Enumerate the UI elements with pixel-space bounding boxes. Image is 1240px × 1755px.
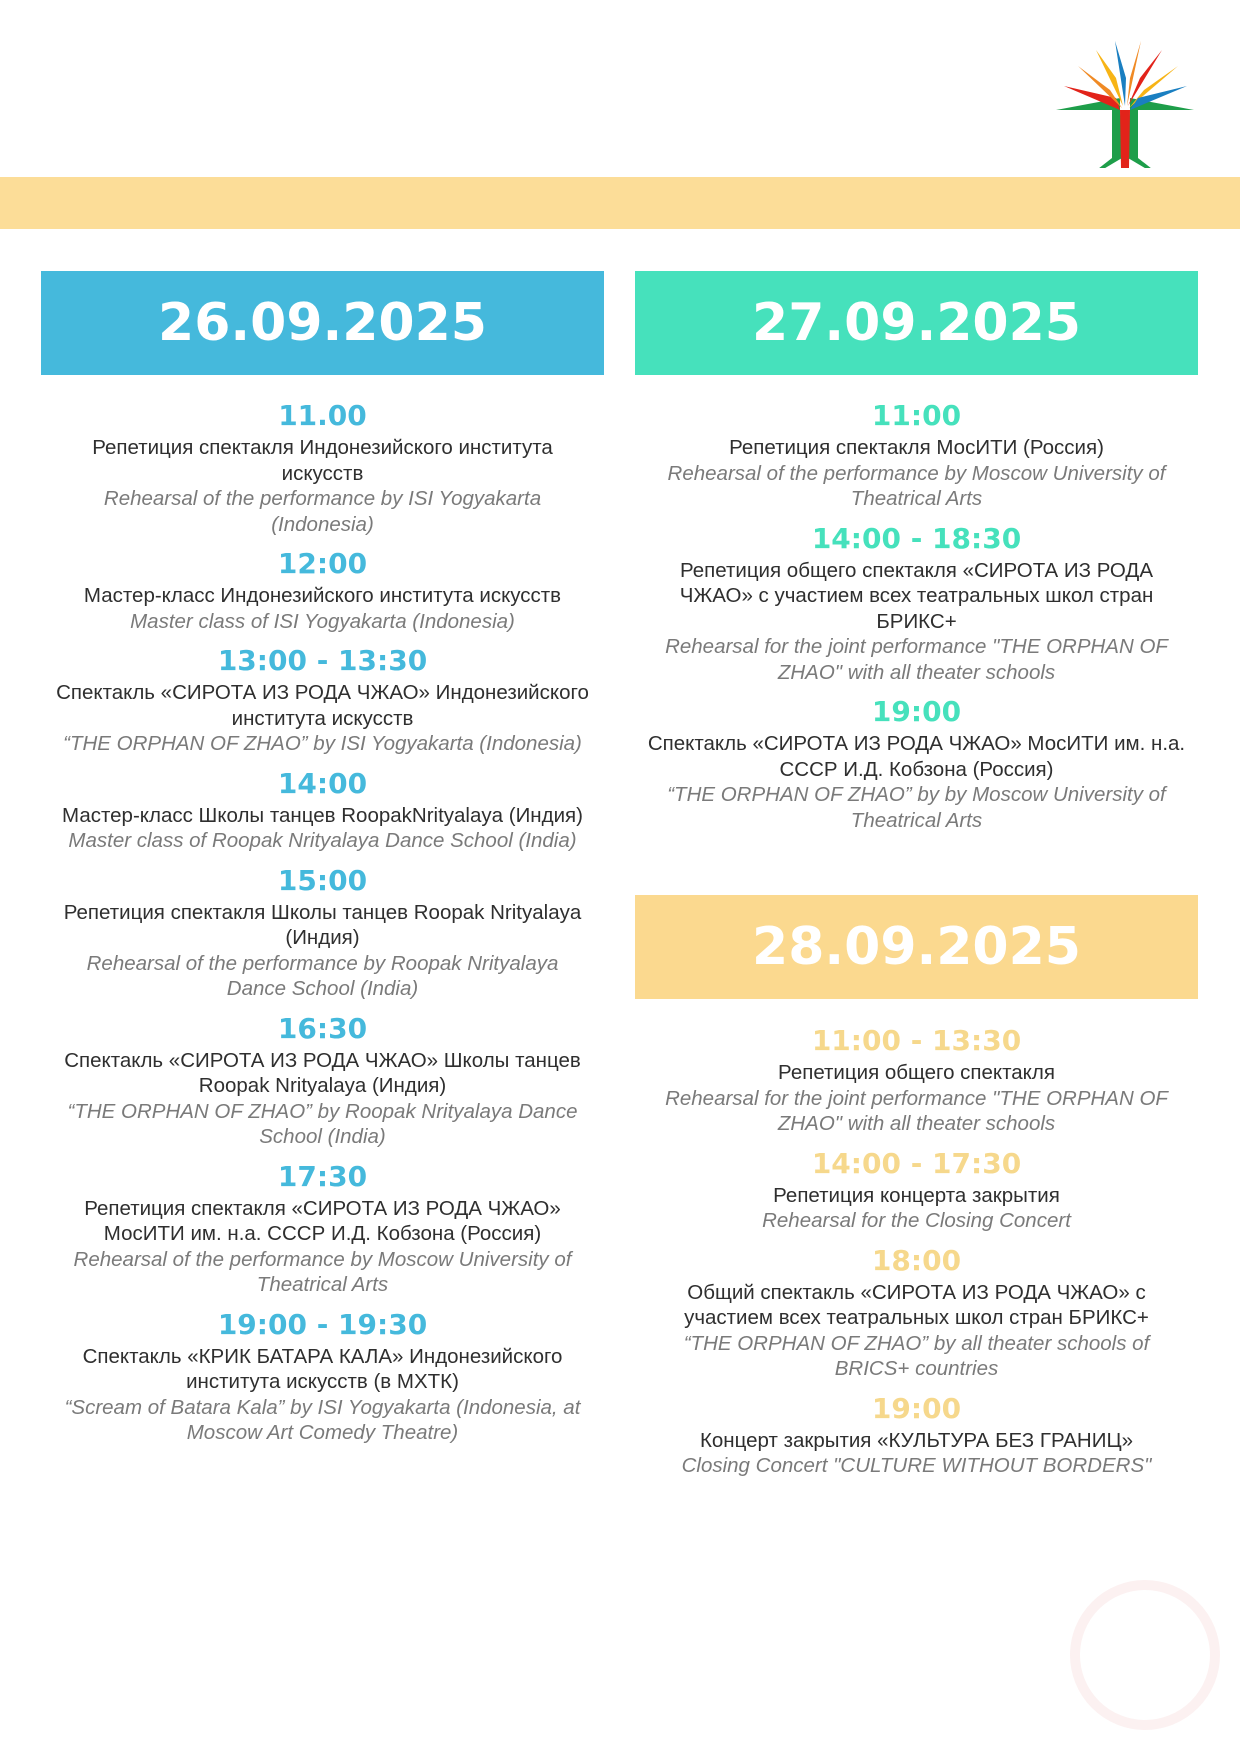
event-title-ru [31, 680, 614, 731]
event-title-ru [625, 558, 1208, 635]
event-title-en [31, 951, 614, 1002]
text-line: School (India) [259, 1125, 386, 1148]
event-title-ru [31, 435, 614, 486]
schedule-event [31, 642, 614, 757]
text-line: Rehearsal of the performance by Roopak Nrityalaya [86, 951, 559, 975]
event-title-ru [625, 1060, 1208, 1086]
event-title-en [31, 1247, 614, 1298]
text-line: института искусств [231, 706, 414, 730]
event-time: 19:00 [871, 1391, 962, 1425]
watermark-logo-icon [1070, 1580, 1220, 1730]
event-title-ru [625, 435, 1208, 461]
text-line: Rehearsal of the performance by Moscow University of [73, 1247, 572, 1271]
text-line: Репетиция общего спектакля «СИРОТА ИЗ РОДА [679, 558, 1153, 582]
event-time: 14:00 - 18:30 [811, 521, 1022, 555]
text-line: Master class of Roopak Nrityalaya Dance School (India) [68, 829, 577, 852]
event-title-en [31, 1395, 614, 1446]
text-line: Rehearsal of the performance by Moscow University of [667, 461, 1166, 485]
date-header-day1 [41, 271, 604, 375]
event-title-en [625, 461, 1208, 512]
event-title-ru [625, 1183, 1208, 1209]
schedule-event [31, 1306, 614, 1446]
text-line: СССР И.Д. Кобзона (Россия) [779, 757, 1054, 781]
text-line: Спектакль «КРИК БАТАРА КАЛА» Индонезийского [82, 1344, 563, 1368]
event-title-en [625, 782, 1208, 833]
event-time: 14:00 [277, 766, 368, 800]
schedule-event [625, 520, 1208, 686]
event-title-en [31, 731, 614, 757]
text-line: “Scream of Batara Kala” by ISI Yogyakarta (Indonesia, at [64, 1395, 581, 1419]
text-line: Moscow Art Comedy Theatre) [186, 1421, 459, 1444]
text-line: Theatrical Arts [850, 808, 983, 832]
schedule-event [625, 1145, 1208, 1234]
date-header-day3 [635, 895, 1198, 999]
event-time: 11:00 [871, 399, 962, 432]
event-time: 12:00 [277, 547, 368, 580]
text-line: Мастер-класс Школы танцев RoopakNrityalaya (Индия) [62, 803, 583, 827]
text-line: Спектакль «СИРОТА ИЗ РОДА ЧЖАО» Школы танцев [64, 1048, 581, 1072]
event-time: 11:00 - 13:30 [811, 1024, 1022, 1057]
schedule-event [625, 397, 1208, 512]
text-line: (Индия) [285, 926, 360, 949]
text-line: Репетиция концерта закрытия [773, 1183, 1060, 1207]
event-title-en [31, 609, 614, 635]
schedule-day2 [625, 397, 1208, 841]
event-title-ru [31, 583, 614, 609]
event-time: 18:00 [871, 1243, 962, 1277]
event-title-ru [31, 803, 614, 829]
event-time: 14:00 - 17:30 [811, 1146, 1022, 1180]
text-line: “THE ORPHAN OF ZHAO” by ISI Yogyakarta (Indonesia) [63, 732, 582, 755]
event-title-ru [625, 1280, 1208, 1331]
event-title-en [31, 486, 614, 537]
text-line: Спектакль «СИРОТА ИЗ РОДА ЧЖАО» Индонезийского [56, 681, 589, 704]
date-label: 27.09.2025 [752, 293, 1081, 353]
schedule-event [625, 1022, 1208, 1137]
event-time: 17:30 [277, 1159, 368, 1193]
text-line: Репетиция спектакля Индонезийского института [92, 436, 553, 459]
event-title-en [31, 1099, 614, 1150]
text-line: Theatrical Arts [256, 1273, 389, 1296]
event-title-ru [31, 1344, 614, 1395]
event-title-en [625, 1453, 1208, 1479]
event-title-ru [31, 900, 614, 951]
schedule-day1 [31, 397, 614, 1454]
schedule-day3 [625, 1022, 1208, 1487]
text-line: Спектакль «СИРОТА ИЗ РОДА ЧЖАО» МосИТИ им. н.а. [647, 732, 1186, 755]
schedule-event [625, 1390, 1208, 1479]
text-line: Репетиция спектакля «СИРОТА ИЗ РОДА ЧЖАО» [84, 1196, 561, 1220]
text-line: ZHAO" with all theater schools [777, 660, 1056, 684]
schedule-event [31, 1010, 614, 1150]
event-title-en [625, 1331, 1208, 1382]
text-line: BRICS+ countries [834, 1357, 999, 1380]
text-line: “THE ORPHAN OF ZHAO” by Roopak Nrityalaya Dance [67, 1099, 578, 1123]
schedule-event [31, 545, 614, 634]
text-line: Общий спектакль «СИРОТА ИЗ РОДА ЧЖАО» с [687, 1280, 1146, 1304]
text-line: Dance School (India) [226, 977, 419, 1000]
event-title-en [625, 1208, 1208, 1234]
tree-logo-icon [1050, 18, 1200, 168]
schedule-event [625, 693, 1208, 833]
text-line: Roopak Nrityalaya (Индия) [198, 1074, 447, 1097]
text-line: Rehearsal for the joint performance "THE ORPHAN OF [665, 635, 1168, 658]
text-line: ZHAO" with all theater schools [777, 1112, 1056, 1135]
text-line: Theatrical Arts [850, 487, 983, 510]
text-line: ЧЖАО» с участием всех театральных школ стран [679, 584, 1154, 607]
text-line: Master class of ISI Yogyakarta (Indonesia) [130, 609, 515, 633]
date-label: 26.09.2025 [158, 293, 487, 353]
text-line: Репетиция спектакля Школы танцев Roopak Nrityalaya [63, 900, 582, 924]
event-time: 15:00 [277, 863, 368, 897]
text-line: института искусств (в МХТК) [186, 1370, 459, 1393]
text-line: участием всех театральных школ стран БРИКС+ [684, 1306, 1149, 1329]
text-line: БРИКС+ [876, 609, 957, 633]
event-time: 11.00 [278, 399, 367, 432]
schedule-event [31, 862, 614, 1002]
schedule-event [31, 1158, 614, 1298]
text-line: МосИТИ им. н.а. СССР И.Д. Кобзона (Россия) [103, 1222, 542, 1245]
event-title-ru [625, 731, 1208, 782]
event-time: 19:00 [871, 695, 962, 728]
text-line: (Indonesia) [271, 512, 374, 536]
header-band [0, 177, 1240, 229]
text-line: “THE ORPHAN OF ZHAO” by all theater schools of [683, 1331, 1150, 1355]
event-time: 13:00 - 13:30 [217, 644, 428, 677]
event-time: 16:30 [277, 1011, 368, 1045]
schedule-event [31, 765, 614, 854]
text-line: Rehearsal of the performance by ISI Yogyakarta [103, 487, 542, 510]
event-title-ru [625, 1428, 1208, 1454]
schedule-event [31, 397, 614, 537]
event-time: 19:00 - 19:30 [217, 1307, 428, 1341]
text-line: Мастер-класс Индонезийского института искусств [83, 584, 562, 607]
schedule-event [625, 1242, 1208, 1382]
text-line: Rehearsal for the Closing Concert [762, 1209, 1071, 1232]
text-line: искусств [281, 461, 364, 485]
text-line: Репетиция спектакля МосИТИ (Россия) [729, 436, 1104, 459]
event-title-en [625, 1086, 1208, 1137]
text-line: Closing Concert "CULTURE WITHOUT BORDERS" [681, 1454, 1152, 1477]
text-line: Rehearsal for the joint performance "THE ORPHAN OF [665, 1086, 1168, 1110]
date-label: 28.09.2025 [752, 917, 1081, 977]
event-title-ru [31, 1048, 614, 1099]
date-header-day2 [635, 271, 1198, 375]
text-line: “THE ORPHAN OF ZHAO” by by Moscow University of [667, 783, 1166, 806]
event-title-en [625, 634, 1208, 685]
event-title-ru [31, 1196, 614, 1247]
text-line: Концерт закрытия «КУЛЬТУРА БЕЗ ГРАНИЦ» [699, 1428, 1134, 1452]
event-title-en [31, 828, 614, 854]
text-line: Репетиция общего спектакля [778, 1061, 1055, 1084]
